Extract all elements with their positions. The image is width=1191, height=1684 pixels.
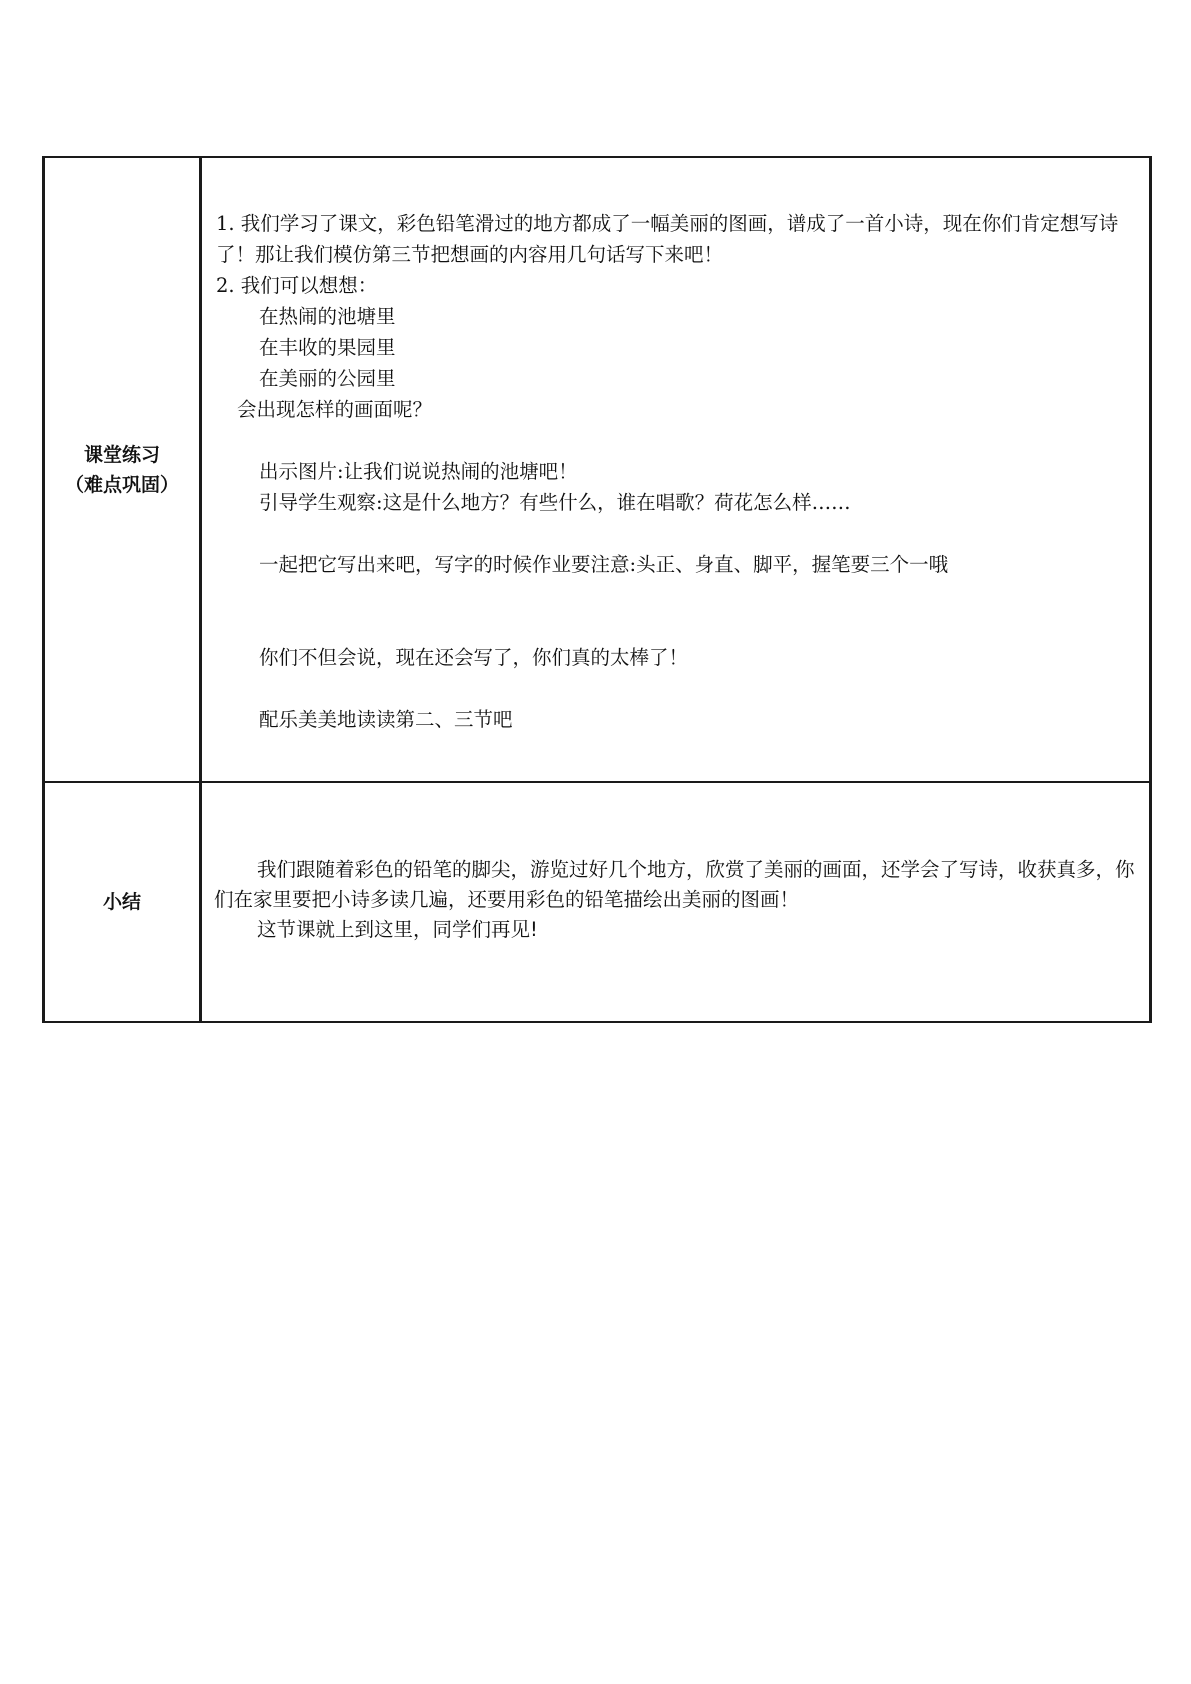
summary-row bbox=[44, 782, 1151, 1022]
lesson-plan-table bbox=[42, 156, 1152, 1023]
practice-content bbox=[202, 158, 1149, 735]
practice-content-cell bbox=[201, 157, 1151, 782]
praise-line: 你们不但会说，现在还会写了，你们真的太棒了！ bbox=[259, 646, 689, 669]
guide-observe-line: 引导学生观察:这是什么地方？有些什么，谁在唱歌？荷花怎么样…… bbox=[259, 491, 851, 514]
practice-label-title: 课堂练习 bbox=[83, 443, 160, 466]
scene-park: 在美丽的公园里 bbox=[259, 367, 396, 390]
practice-label-subtitle: （难点巩固） bbox=[64, 473, 179, 496]
practice-label-cell bbox=[44, 157, 201, 782]
writing-posture-line: 一起把它写出来吧，写字的时候作业要注意:头正、身直、脚平，握笔要三个一哦 bbox=[259, 553, 949, 576]
scene-orchard: 在丰收的果园里 bbox=[259, 336, 396, 359]
practice-row bbox=[44, 157, 1151, 782]
show-picture-line: 出示图片:让我们说说热闹的池塘吧！ bbox=[259, 460, 578, 483]
summary-label: 小结 bbox=[102, 891, 141, 913]
scene-question: 会出现怎样的画面呢？ bbox=[237, 398, 433, 421]
practice-item-1: 1. 我们学习了课文，彩色铅笔滑过的地方都成了一幅美丽的图画，谱成了一首小诗，现在你们肯定想写诗了！那让我们模仿第三节把想画的内容用几句话写下来吧！ bbox=[216, 212, 1119, 266]
practice-item-2: 2. 我们可以想想： bbox=[216, 274, 378, 297]
summary-paragraph-1: 我们跟随着彩色的铅笔的脚尖，游览过好几个地方，欣赏了美丽的画面，还学会了写诗，收获真多，你们在家里要把小诗多读几遍，还要用彩色的铅笔描绘出美丽的图画！ bbox=[214, 858, 1135, 911]
summary-content-cell bbox=[201, 782, 1151, 1022]
spacer bbox=[216, 673, 1137, 704]
scene-pond: 在热闹的池塘里 bbox=[259, 305, 396, 328]
summary-content bbox=[202, 783, 1149, 945]
summary-paragraph-2: 这节课就上到这里，同学们再见! bbox=[257, 918, 538, 941]
music-reading-line: 配乐美美地读读第二、三节吧 bbox=[259, 708, 513, 731]
spacer bbox=[216, 580, 1137, 642]
summary-label-cell bbox=[44, 782, 201, 1022]
spacer bbox=[216, 518, 1137, 549]
spacer bbox=[216, 425, 1137, 456]
